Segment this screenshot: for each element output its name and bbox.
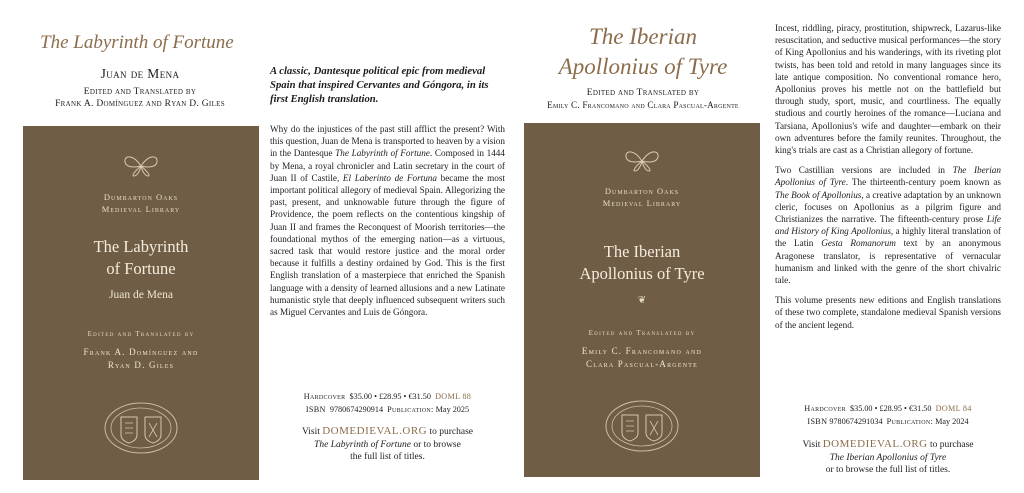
left-visit-suffix: to purchase bbox=[429, 427, 474, 437]
left-book-cover bbox=[23, 126, 259, 480]
left-isbn: 9780674290914 bbox=[329, 405, 384, 414]
left-visit-title: The Labyrinth of Fortune bbox=[314, 439, 411, 450]
right-prices: $35.00 • £28.95 • €31.50 bbox=[850, 404, 932, 413]
right-desc-title-ref: The Iberian Apollonius of Tyre bbox=[775, 165, 1001, 188]
right-desc-text-c: , a creative adaptation by an unknown cleric, focuses on Apollonius as a pilgrim figure and Christianizes the narrative. The fifteenth-century prose bbox=[775, 189, 1001, 225]
left-cover-credit-label: Edited and Translated by bbox=[87, 330, 195, 338]
right-visit-suffix: to purchase bbox=[930, 440, 974, 450]
left-prices: $35.00 • £28.95 • €31.50 bbox=[349, 392, 431, 401]
seal-emblem-icon bbox=[604, 399, 680, 453]
left-cover-series-line2: Medieval Library bbox=[101, 204, 181, 214]
left-desc-text-1: Why do the injustices of the past still afflict the present? With this question, Juan de Mena is transported to heaven by a vision in the Dantesque bbox=[270, 124, 505, 159]
left-desc-text-3: became the most important political allegory of medieval Spain. Allegorizing the past, present, and unknowable future through the figure of Providence, the poem reflects on the contentious kingship of Juan II and frames the Reconquest of Moorish territories—the foundational mythos of the emerging nation—as a virtuous, sacred task that would restore justice and the moral order because it fulfills a destiny ordained by God. This is the first English translation of a masterpiece that enriched the Spanish language with a density of learned allusions and a new Latinate humanistic style that deeply influenced subsequent writers such as Miguel Cervantes and Luis de Góngora. bbox=[270, 172, 505, 318]
right-desc-text-b: . The thirteenth-century poem known as bbox=[845, 177, 1002, 188]
right-desc-text-a: Two Castillian versions are included in bbox=[775, 165, 953, 176]
butterfly-icon bbox=[121, 152, 161, 178]
right-title-line1: The Iberian bbox=[589, 24, 697, 49]
right-isbn: 9780674291034 bbox=[829, 417, 883, 426]
right-description bbox=[775, 22, 1001, 339]
right-cover-names-line2: Clara Pascual-Argente bbox=[586, 359, 698, 369]
right-cover-title-line2: Apollonius of Tyre bbox=[579, 264, 705, 283]
right-visit-tail: or to browse the full list of titles. bbox=[825, 465, 951, 475]
right-cover-title-line1: The Iberian bbox=[603, 242, 681, 261]
left-description bbox=[270, 123, 505, 318]
left-desc-spanish-title: El Laberinto de Fortuna bbox=[342, 172, 437, 183]
left-lead-text: A classic, Dantesque political epic from medieval Spain that inspired Cervantes and Góngora, in its first English translation. bbox=[270, 65, 489, 105]
right-desc-paragraph-2 bbox=[775, 164, 1001, 286]
right-visit-block bbox=[775, 438, 1001, 477]
right-desc-paragraph-1: Incest, riddling, piracy, prostitution, shipwreck, Lazarus-like resuscitation, and seductive musical performances—the story of King Apollonius and his wanderings, with its riveting plot twists, has been told and retold in many languages since its late antique composition. No conventional romance hero, Apollonius proves his mettle not on the battlefield but through study, sport, music, and courtliness. The equally studious and courtly heroines of the romance—Luciana and Tarsiana, Apollonius's wife and daughter—embark on their own adventures before the family reunites. Throughout, the king's trials are cast as a Christian allegory of fortune. bbox=[775, 23, 1001, 156]
left-credit-names: Frank A. Domínguez and Ryan D. Giles bbox=[55, 99, 225, 109]
left-cover-title-line1: The Labyrinth bbox=[93, 237, 189, 256]
right-visit-title: The Iberian Apollonius of Tyre bbox=[829, 452, 947, 463]
right-desc-text-d: , a highly literal translation of the Latin bbox=[775, 226, 1001, 249]
left-cover-series-line1: Dumbarton Oaks bbox=[103, 192, 179, 202]
right-pub-label: Publication: bbox=[886, 417, 934, 426]
right-desc-paragraph-3: This volume presents new editions and English translations of these two complete, standalone medieval Spanish versions of the ancient legend. bbox=[775, 295, 1001, 330]
left-meta bbox=[270, 390, 505, 416]
left-url-link[interactable]: DOMEDIEVAL.ORG bbox=[322, 425, 428, 437]
left-visit-prefix: Visit bbox=[301, 427, 320, 437]
left-pub-label: Publication: bbox=[387, 405, 434, 414]
right-visit-prefix: Visit bbox=[802, 440, 821, 450]
left-cover-names-line2: Ryan D. Giles bbox=[107, 360, 175, 370]
right-cover-series-line2: Medieval Library bbox=[602, 198, 682, 208]
left-cover-names-line1: Frank A. Domínguez and bbox=[83, 347, 199, 357]
left-book-title: The Labyrinth of Fortune bbox=[40, 32, 234, 53]
right-book-cover bbox=[524, 123, 760, 477]
right-desc-text-e: text by an anonymous Aragonese translator, is representative of vernacular humanism and linked with the genre of the short chivalric tale. bbox=[775, 238, 1001, 286]
right-credit-label: Edited and Translated by bbox=[586, 88, 700, 98]
right-doml: DOML 84 bbox=[935, 404, 972, 413]
fleuron-icon: ❦ bbox=[637, 295, 647, 306]
right-credit-names: Emily C. Francomano and Clara Pascual-Argente bbox=[547, 100, 739, 110]
right-isbn-label: ISBN bbox=[807, 417, 828, 426]
left-credit-label: Edited and Translated by bbox=[83, 87, 197, 97]
right-desc-book-ref: The Book of Apollonius bbox=[775, 189, 862, 200]
right-desc-life-ref: Life and History of King Apollonius bbox=[775, 214, 1001, 237]
left-cover-author: Juan de Mena bbox=[109, 289, 173, 301]
left-desc-title-ref: The Labyrinth of Fortune bbox=[335, 148, 430, 159]
right-pub-date: May 2024 bbox=[935, 417, 969, 426]
butterfly-icon bbox=[622, 147, 662, 173]
right-cover-credit-label: Edited and Translated by bbox=[588, 329, 696, 337]
left-visit-block bbox=[270, 425, 505, 464]
left-book-author: Juan de Mena bbox=[100, 66, 180, 81]
right-cover-names-line1: Emily C. Francomano and bbox=[581, 346, 703, 356]
right-cover-series-line1: Dumbarton Oaks bbox=[604, 186, 680, 196]
right-meta bbox=[775, 402, 1001, 428]
left-desc-text-2: . Composed in 1444 by Mena, a royal chronicler and Latin secretary in the court of Juan II of Castile, bbox=[270, 148, 505, 183]
right-url-link[interactable]: DOMEDIEVAL.ORG bbox=[822, 438, 928, 450]
right-title-line2: Apollonius of Tyre bbox=[558, 54, 728, 79]
right-format: Hardcover bbox=[804, 404, 846, 413]
right-book-title bbox=[530, 22, 756, 82]
left-doml: DOML 88 bbox=[435, 392, 472, 401]
left-visit-tail1: or to browse bbox=[413, 439, 461, 450]
left-isbn-label: ISBN bbox=[305, 405, 326, 414]
left-pub-date: May 2025 bbox=[435, 405, 470, 414]
seal-emblem-icon bbox=[103, 401, 179, 455]
left-cover-title-line2: of Fortune bbox=[106, 259, 176, 278]
left-visit-tail2: the full list of titles. bbox=[350, 452, 425, 462]
right-desc-gesta-ref: Gesta Romanorum bbox=[821, 238, 896, 249]
left-format: Hardcover bbox=[303, 392, 346, 401]
